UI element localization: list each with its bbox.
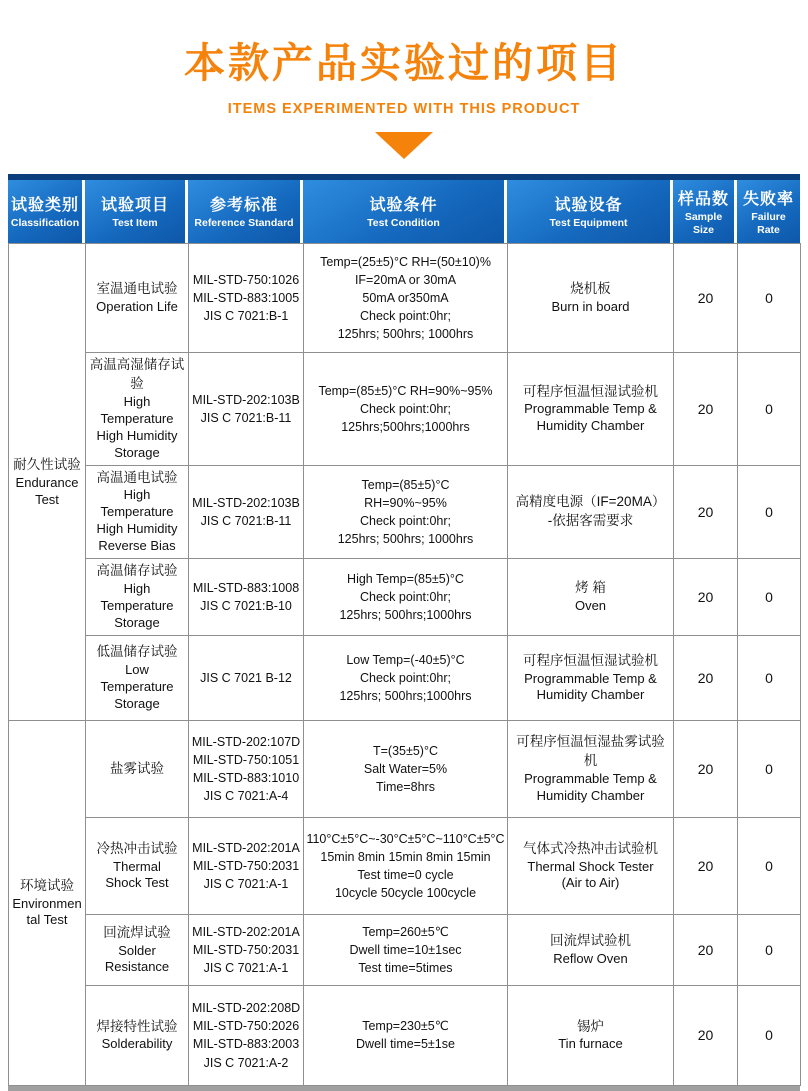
cell-line: Dwell time=5±1se xyxy=(356,1037,455,1052)
cell-line: Dwell time=10±1sec xyxy=(349,942,462,957)
cell-line: 低温储存试验 xyxy=(96,644,178,660)
cell-line: Low Temperature xyxy=(100,662,174,694)
test-equipment-cell xyxy=(508,244,674,353)
cell-line: JIS C 7021:B-10 xyxy=(200,598,292,613)
cell-line: Programmable Temp & xyxy=(524,670,657,686)
column-header-failure-rate xyxy=(737,180,800,243)
reference-standard-cell xyxy=(189,465,304,558)
cell-line: 0 xyxy=(765,588,773,605)
test-condition-cell xyxy=(304,914,508,985)
cell-line: MIL-STD-202:107D xyxy=(191,734,301,749)
cell-line: Tin furnace xyxy=(558,1036,623,1052)
test-condition-cell xyxy=(304,465,508,558)
cell-line: Programmable Temp & xyxy=(524,401,657,417)
cell-line: Time=8hrs xyxy=(376,780,435,795)
cell-line: Salt Water=5% xyxy=(363,761,448,776)
cell-line: 环境试验 xyxy=(20,877,74,893)
page-header xyxy=(0,0,808,159)
test-item-cell xyxy=(86,558,189,635)
cell-line: Thermal Shock Tester xyxy=(527,858,654,874)
cell-line: Endurance Test xyxy=(15,474,79,507)
cell-line: 0 xyxy=(765,669,773,686)
column-header-en: Test Equipment xyxy=(549,217,628,230)
failure-rate-cell xyxy=(738,635,801,720)
cell-line: Burn in board xyxy=(551,299,630,315)
cell-line: 盐雾试验 xyxy=(110,760,164,776)
cell-line: 冷热冲击试验 xyxy=(96,840,178,856)
reference-standard-cell xyxy=(189,817,304,914)
cell-line: IF=20mA or 30mA xyxy=(354,273,457,287)
cell-line: 0 xyxy=(765,400,773,417)
test-items-table xyxy=(8,174,800,1091)
test-condition-cell xyxy=(304,635,508,720)
cell-line: 锡炉 xyxy=(577,1018,604,1034)
cell-line: 高温通电试验 xyxy=(96,469,178,485)
column-header-cn: 试验项目 xyxy=(100,197,169,215)
table-row xyxy=(9,244,801,353)
cell-line: 20 xyxy=(697,400,714,417)
cell-line: Low Temp=(-40±5)°C xyxy=(346,652,465,667)
test-item-cell xyxy=(86,817,189,914)
column-header-en: Reference Standard xyxy=(194,217,294,230)
sample-size-cell xyxy=(674,465,738,558)
cell-line: MIL-STD-750:2026 xyxy=(192,1019,300,1034)
cell-line: Solderability xyxy=(101,1036,173,1052)
page-subtitle: ITEMS EXPERIMENTED WITH THIS PRODUCT xyxy=(227,101,581,117)
column-header-en: Test Item xyxy=(112,217,158,230)
failure-rate-cell xyxy=(738,720,801,817)
cell-line: MIL-STD-883:2003 xyxy=(192,1037,300,1052)
reference-standard-cell xyxy=(189,985,304,1085)
sample-size-cell xyxy=(674,353,738,465)
cell-line: MIL-STD-883:1010 xyxy=(192,770,300,785)
cell-line: Reverse Bias xyxy=(98,538,176,554)
cell-line: 20 xyxy=(697,588,714,605)
sample-size-cell xyxy=(674,914,738,985)
reference-standard-cell xyxy=(189,558,304,635)
cell-line: JIS C 7021:A-4 xyxy=(203,789,289,804)
cell-line: 高温储存试验 xyxy=(96,563,178,579)
sample-size-cell xyxy=(674,244,738,353)
table-row xyxy=(9,817,801,914)
column-header-reference-standard xyxy=(188,180,300,243)
test-items-table-body xyxy=(8,243,801,1086)
test-equipment-cell xyxy=(508,465,674,558)
reference-standard-cell xyxy=(189,720,304,817)
test-condition-cell xyxy=(304,985,508,1085)
cell-line: High Humidity xyxy=(96,427,178,443)
cell-line: 可程序恒温恒湿试验机 xyxy=(523,383,658,399)
cell-line: 0 xyxy=(765,290,773,307)
cell-line: Check point:0hr; xyxy=(359,589,452,604)
cell-line: 125hrs; 500hrs; 1000hrs xyxy=(337,327,474,342)
cell-line: -依据客需要求 xyxy=(547,512,634,528)
sample-size-cell xyxy=(674,985,738,1085)
cell-line: 110°C±5°C~-30°C±5°C~110°C±5°C xyxy=(306,831,505,846)
cell-line: JIS C 7021:B-11 xyxy=(200,513,292,528)
test-equipment-cell xyxy=(508,558,674,635)
cell-line: MIL-STD-202:103B xyxy=(192,392,300,407)
cell-line: RH=90%~95% xyxy=(364,495,447,510)
cell-line: MIL-STD-883:1005 xyxy=(192,291,300,306)
cell-line: JIS C 7021 B-12 xyxy=(200,670,292,685)
test-equipment-cell xyxy=(508,720,674,817)
test-item-cell xyxy=(86,985,189,1085)
column-header-cn: 试验条件 xyxy=(369,197,438,215)
cell-line: 0 xyxy=(765,760,773,777)
table-row xyxy=(9,985,801,1085)
sample-size-cell xyxy=(674,817,738,914)
cell-line: High Humidity xyxy=(96,521,178,537)
cell-line: 0 xyxy=(765,503,773,520)
cell-line: Temp=(85±5)°C RH=90%~95% xyxy=(318,383,493,398)
cell-line: 烤 箱 xyxy=(575,580,606,596)
cell-line: 125hrs; 500hrs; 1000hrs xyxy=(337,531,474,546)
cell-line: JIS C 7021:A-1 xyxy=(203,877,289,892)
cell-line: 回流焊试验 xyxy=(103,924,171,940)
test-condition-cell xyxy=(304,720,508,817)
cell-line: Check point:0hr; xyxy=(359,309,452,324)
cell-line: Storage xyxy=(114,614,160,630)
cell-line: JIS C 7021:A-1 xyxy=(203,961,289,976)
cell-line: Check point:0hr; xyxy=(359,401,452,416)
test-equipment-cell xyxy=(508,635,674,720)
cell-line: 20 xyxy=(697,503,714,520)
cell-line: (Air to Air) xyxy=(561,875,620,891)
cell-line: 20 xyxy=(697,1027,714,1044)
classification-cell xyxy=(9,244,86,721)
cell-line: High Temperature xyxy=(100,393,174,426)
sample-size-cell xyxy=(674,635,738,720)
table-header-row xyxy=(8,180,800,243)
cell-line: JIS C 7021:A-2 xyxy=(203,1055,289,1070)
column-header-test-equipment xyxy=(507,180,670,243)
cell-line: High Temperature xyxy=(100,487,174,520)
cell-line: 15min 8min 15min 8min 15min xyxy=(320,849,491,864)
column-header-cn: 失败率 xyxy=(742,191,794,208)
cell-line: High Temp=(85±5)°C xyxy=(347,571,464,586)
cell-line: MIL-STD-750:1026 xyxy=(192,273,300,287)
cell-line: Temp=(25±5)°C RH=(50±10)% xyxy=(320,254,491,269)
failure-rate-cell xyxy=(738,985,801,1085)
cell-line: Shock Test xyxy=(105,875,169,891)
cell-line: Environmental Test xyxy=(12,895,82,928)
cell-line: Test time=5times xyxy=(358,961,453,976)
test-item-cell xyxy=(86,635,189,720)
cell-line: Solder Resistance xyxy=(104,942,170,975)
cell-line: Humidity Chamber xyxy=(536,687,645,703)
cell-line: Thermal xyxy=(113,858,161,874)
cell-line: 高精度电源（IF=20MA） xyxy=(515,493,666,509)
reference-standard-cell xyxy=(189,635,304,720)
test-item-cell xyxy=(86,465,189,558)
column-header-cn: 样品数 xyxy=(677,191,729,208)
cell-line: Humidity Chamber xyxy=(536,787,645,803)
cell-line: Programmable Temp & xyxy=(524,770,657,786)
test-item-cell xyxy=(86,353,189,465)
test-item-cell xyxy=(86,244,189,353)
cell-line: 可程序恒温恒湿试验机 xyxy=(523,652,658,668)
cell-line: MIL-STD-750:2031 xyxy=(192,858,300,873)
cell-line: Check point:0hr; xyxy=(359,513,452,528)
cell-line: 室温通电试验 xyxy=(96,281,178,297)
cell-line: 125hrs; 500hrs;1000hrs xyxy=(339,689,472,704)
column-header-classification xyxy=(8,180,82,243)
column-header-test-item xyxy=(85,180,185,243)
cell-line: Reflow Oven xyxy=(553,950,628,966)
test-condition-cell xyxy=(304,353,508,465)
cell-line: 0 xyxy=(765,1027,773,1044)
test-item-cell xyxy=(86,720,189,817)
test-equipment-cell xyxy=(508,914,674,985)
page-title: 本款产品实验过的项目 xyxy=(184,40,624,86)
test-equipment-cell xyxy=(508,985,674,1085)
cell-line: 高温高湿储存试验 xyxy=(89,357,185,392)
cell-line: Temp=260±5℃ xyxy=(362,924,449,939)
column-header-test-condition xyxy=(303,180,504,243)
cell-line: 20 xyxy=(697,669,714,686)
cell-line: 125hrs; 500hrs;1000hrs xyxy=(339,608,472,623)
cell-line: 0 xyxy=(765,857,773,874)
cell-line: 50mA or350mA xyxy=(362,291,449,306)
cell-line: Storage xyxy=(114,695,160,711)
cell-line: Humidity Chamber xyxy=(536,418,645,434)
column-header-cn: 试验设备 xyxy=(554,197,623,215)
cell-line: MIL-STD-883:1008 xyxy=(192,580,300,595)
column-header-en: Failure Rate xyxy=(751,211,786,236)
cell-line: Storage xyxy=(114,444,160,460)
cell-line: 20 xyxy=(697,290,714,307)
cell-line: Temp=230±5℃ xyxy=(362,1019,449,1034)
cell-line: Operation Life xyxy=(96,299,178,315)
cell-line: 焊接特性试验 xyxy=(96,1018,178,1034)
cell-line: Test time=0 cycle xyxy=(357,867,454,882)
test-condition-cell xyxy=(304,244,508,353)
reference-standard-cell xyxy=(189,244,304,353)
cell-line: 20 xyxy=(697,857,714,874)
column-header-en: Test Condition xyxy=(367,217,440,230)
test-condition-cell xyxy=(304,817,508,914)
column-header-sample-size xyxy=(673,180,734,243)
table-row xyxy=(9,635,801,720)
cell-line: JIS C 7021:B-1 xyxy=(203,309,289,324)
cell-line: 20 xyxy=(697,760,714,777)
cell-line: 125hrs;500hrs;1000hrs xyxy=(341,419,470,434)
failure-rate-cell xyxy=(738,558,801,635)
table-row xyxy=(9,720,801,817)
failure-rate-cell xyxy=(738,914,801,985)
table-row xyxy=(9,353,801,465)
column-header-en: Sample Size xyxy=(684,211,723,236)
test-condition-cell xyxy=(304,558,508,635)
cell-line: Check point:0hr; xyxy=(359,670,452,685)
cell-line: 20 xyxy=(697,941,714,958)
reference-standard-cell xyxy=(189,353,304,465)
cell-line: 10cycle 50cycle 100cycle xyxy=(334,886,477,901)
cell-line: 可程序恒温恒湿盐雾试验机 xyxy=(516,734,665,769)
test-item-cell xyxy=(86,914,189,985)
table-row xyxy=(9,465,801,558)
cell-line: JIS C 7021:B-11 xyxy=(200,410,292,425)
failure-rate-cell xyxy=(738,244,801,353)
table-bottom-bar xyxy=(8,1086,800,1091)
sample-size-cell xyxy=(674,558,738,635)
cell-line: 0 xyxy=(765,941,773,958)
column-header-cn: 参考标准 xyxy=(209,197,278,215)
table-row xyxy=(9,558,801,635)
sample-size-cell xyxy=(674,720,738,817)
cell-line: MIL-STD-750:1051 xyxy=(192,752,300,767)
cell-line: MIL-STD-202:208D xyxy=(191,1001,301,1016)
test-equipment-cell xyxy=(508,353,674,465)
cell-line: 回流焊试验机 xyxy=(550,933,631,949)
cell-line: MIL-STD-202:201A xyxy=(192,840,300,855)
cell-line: T=(35±5)°C xyxy=(372,743,438,758)
cell-line: High Temperature xyxy=(100,581,174,613)
column-header-en: Classification xyxy=(10,217,80,230)
cell-line: 烧机板 xyxy=(570,281,611,297)
failure-rate-cell xyxy=(738,353,801,465)
cell-line: MIL-STD-202:103B xyxy=(192,495,300,510)
down-triangle-icon xyxy=(375,132,433,159)
column-header-cn: 试验类别 xyxy=(10,197,79,215)
cell-line: Temp=(85±5)°C xyxy=(361,477,450,492)
cell-line: Oven xyxy=(574,597,607,613)
classification-cell xyxy=(9,720,86,1085)
reference-standard-cell xyxy=(189,914,304,985)
failure-rate-cell xyxy=(738,465,801,558)
cell-line: MIL-STD-202:201A xyxy=(192,924,300,939)
test-equipment-cell xyxy=(508,817,674,914)
table-row xyxy=(9,914,801,985)
cell-line: MIL-STD-750:2031 xyxy=(192,942,300,957)
cell-line: 气体式冷热冲击试验机 xyxy=(523,840,658,856)
failure-rate-cell xyxy=(738,817,801,914)
cell-line: 耐久性试验 xyxy=(13,456,81,472)
